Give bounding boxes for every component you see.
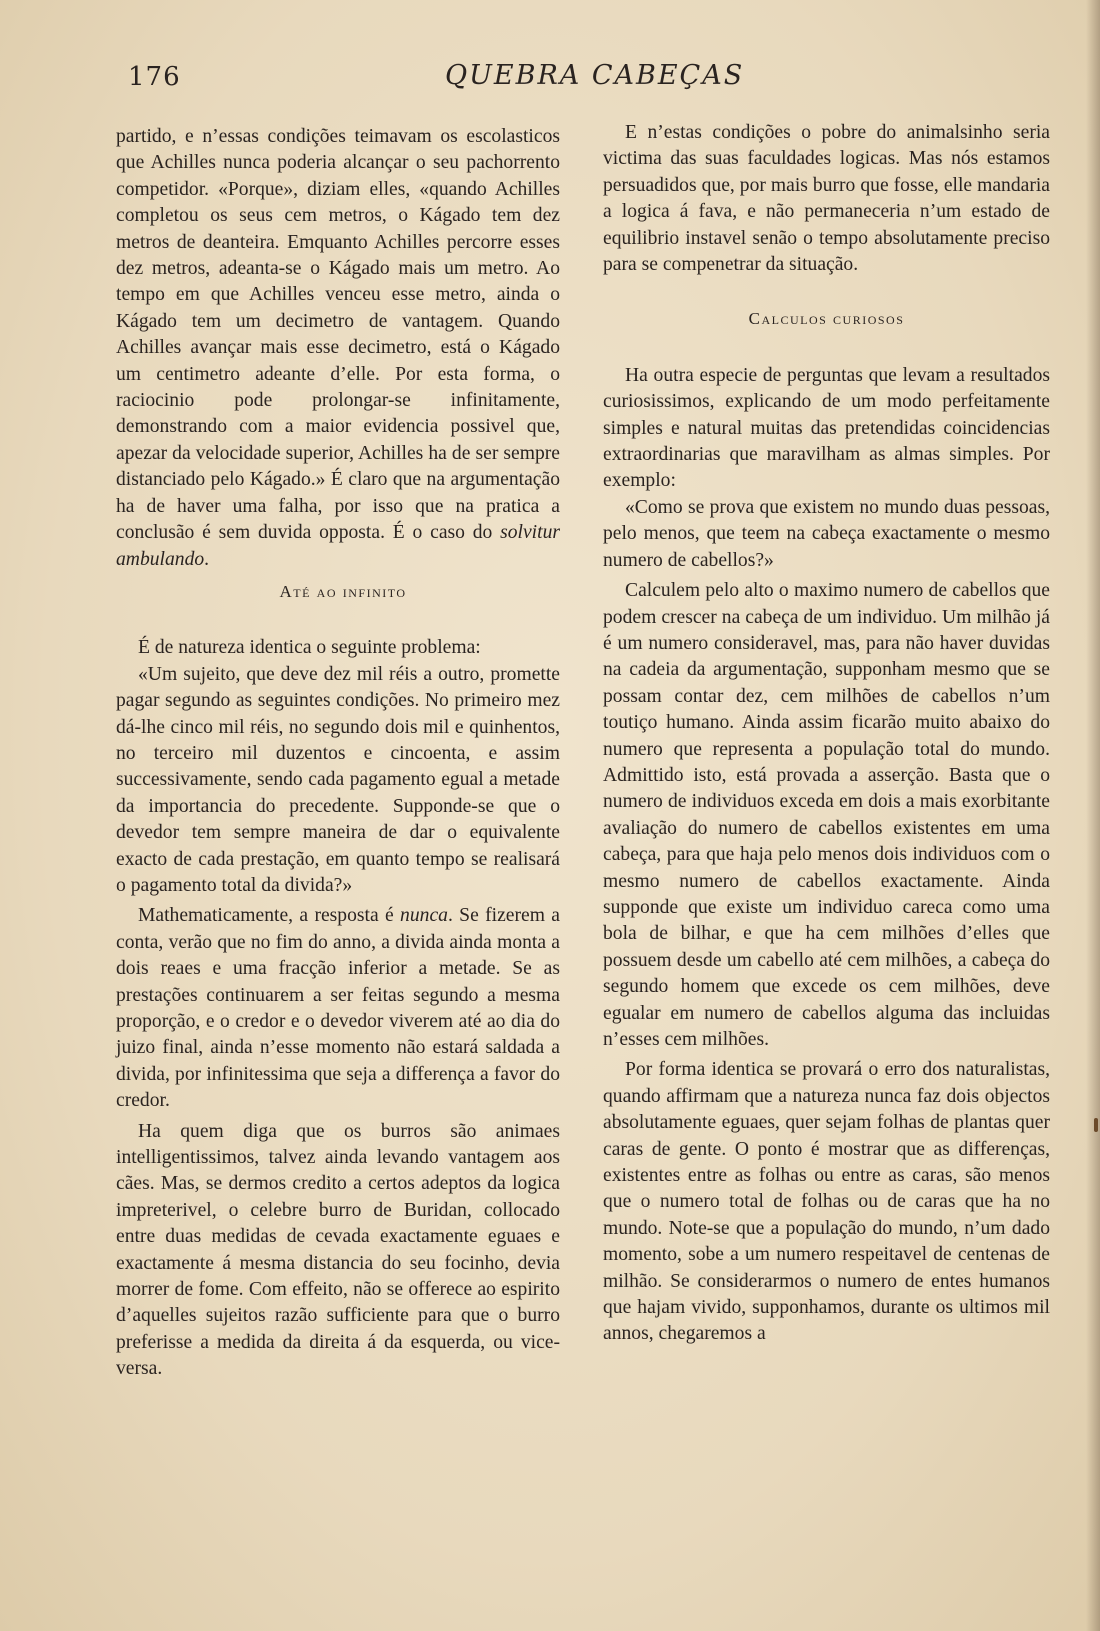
left-column xyxy=(116,124,560,1383)
paragraph: Mathematicamente, a resposta é nunca. Se fizerem a conta, verão que no fim do anno, a divida ainda monta a dois reaes e uma fracção inferior a metade. Se as prestações continuarem a ser feitas segundo a mesma proporção, e o credor e o devedor viverem até ao dia do juizo final, ainda n’esse momento não estará saldada a divida, por infinitessima que seja a differença a favor do credor. xyxy=(116,905,560,1112)
page-number: 176 xyxy=(128,62,181,92)
right-column xyxy=(603,120,1050,1348)
paragraph: «Um sujeito, que deve dez mil réis a outro, promette pagar segundo as seguintes condições. No primeiro mez dá-lhe cinco mil réis, no segundo dois mil e quinhentos, no terceiro mil duzentos e cincoenta, e assim successivamente, sendo cada pagamento egual a metade da importancia do precedente. Supponde-se que o devedor tem sempre maneira de dar o equivalente exacto de cada prestação, em quanto tempo se realisará o pagamento total da divida?» xyxy=(116,663,560,896)
emphasis-word: nunca xyxy=(400,905,448,927)
paragraph: É de natureza identica o seguinte problema: xyxy=(138,637,481,659)
paragraph: Calculem pelo alto o maximo numero de cabellos que podem crescer na cabeça de um individuo. Um milhão já é um numero consideravel, mas, para não haver duvidas na cadeia da argumentação, supponham mesmo que se possam contar dez, cem milhões de cabellos n’um toutiço humano. Ainda assim ficarão muito abaixo do numero que representa a população total do mundo. Admittido isto, está provada a asserção. Basta que o numero de individuos exceda em dois a mais exorbitante avaliação do numero de cabellos existentes em uma cabeça, para que haja pelo menos dois individuos com o mesmo numero de cabellos exactamente. Ainda supponde que existe um individuo careca como uma bola de bilhar, e que ha cem milhões d’elles que possuem desde um cabello até cem milhões, a cabeça do segundo homem que excede os cem milhões, deve egualar em numero de cabellos alguma das incluidas n’esses cem milhões. xyxy=(603,580,1050,1050)
paragraph: E n’estas condições o pobre do animalsinho seria victima das suas faculdades logicas. Mas nós estamos persuadidos que, por mais burro que fosse, elle mandaria a logica á fava, e não permaneceria n’um estado de equilibrio instavel senão o tempo absolutamente preciso para se compenetrar da situação. xyxy=(603,122,1050,276)
paragraph: «Como se prova que existem no mundo duas pessoas, pelo menos, que teem na cabeça exactamente o mesmo numero de cabellos?» xyxy=(603,496,1050,571)
page-edge-shadow xyxy=(1086,0,1100,1631)
page-tab-mark xyxy=(1094,1118,1098,1132)
section-heading-infinito: Até ao infinito xyxy=(279,581,407,601)
running-head: QUEBRA CABEÇAS xyxy=(445,60,745,91)
paragraph: partido, e n’essas condições teimavam os escolasticos que Achilles nunca poderia alcançar o seu pachorrento competidor. «Porque», diziam elles, «quando Achilles completou os seus cem metros, o Kágado tem dez metros de deanteira. Emquanto Achilles percorre esses dez metros, adeanta-se o Kágado mais um metro. Ao tempo em que Achilles venceu esse metro, ainda o Kágado tem um decimetro de vantagem. Quando Achilles avançar mais esse decimetro, está o Kágado um centimetro adeante d’elle. Por esta forma, o raciocinio pode prolongar-se infinitamente, demonstrando com a maior evidencia possivel que, apezar da velocidade superior, Achilles ha de ser sempre distanciado pelo Kágado.» É claro que na argumentação ha de haver uma falha, por isso que na pratica a conclusão é sem duvida opposta. É o caso do solvitur ambulando. xyxy=(116,126,560,570)
paragraph: Ha quem diga que os burros são animaes intelligentissimos, talvez ainda levando vantagem aos cães. Mas, se dermos credito a certos adeptos da logica impreterivel, o celebre burro de Buridan, collocado entre duas medidas de cevada exactamente eguaes e exactamente á mesma distancia do seu focinho, devia morrer de fome. Com effeito, não se offerece ao espirito d’aquelles sujeitos razão sufficiente para que o burro preferisse a medida da direita á da esquerda, ou vice-versa. xyxy=(116,1120,560,1380)
paragraph: Por forma identica se provará o erro dos naturalistas, quando affirmam que a natureza nunca faz dois objectos absolutamente eguaes, quer sejam folhas de plantas quer caras de gente. O ponto é mostrar que as differenças, existentes entre as folhas ou entre as caras, são menos que o numero total de folhas ou de caras que ha no mundo. Note-se que a população do mundo, n’um dado momento, sobe a um numero respeitavel de centenas de milhão. Se considerarmos o numero de entes humanos que hajam vivido, supponhamos, durante os ultimos mil annos, chegaremos a xyxy=(603,1059,1050,1345)
paragraph: Ha outra especie de perguntas que levam a resultados curiosissimos, explicando de um modo perfeitamente simples e natural muitas das pretendidas coincidencias extraordinarias que maravilham as almas simples. Por exemplo: xyxy=(603,364,1050,492)
latin-phrase: solvitur ambulando xyxy=(116,522,560,570)
section-heading-calculos: Calculos curiosos xyxy=(748,309,905,329)
